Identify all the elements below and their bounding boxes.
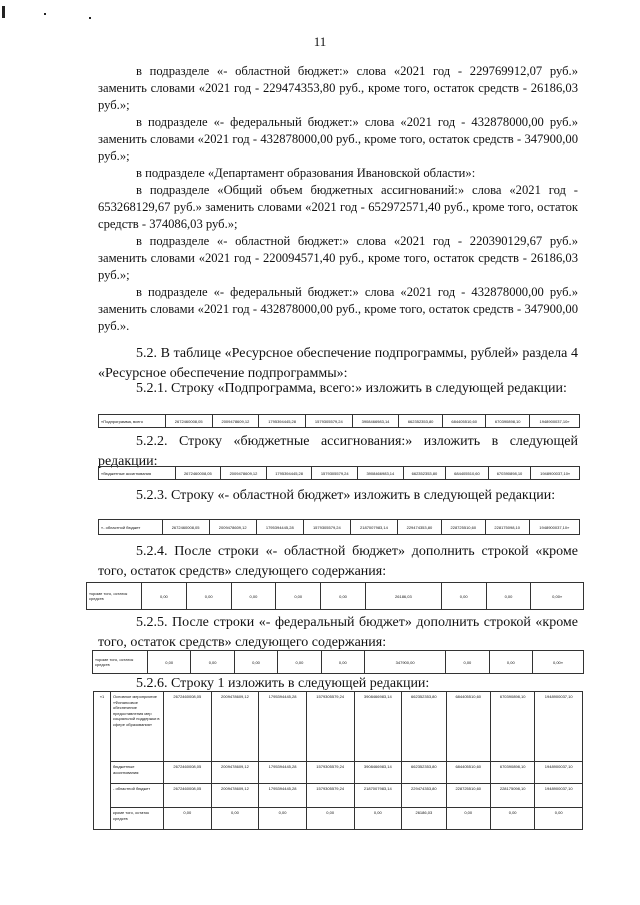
section-text: 5.2.2. Строку «бюджетные ассигнования:» изложить в следующей редакции: [98,434,578,469]
table-row [94,784,583,808]
cell: 0,00 [259,808,307,830]
cell: 0,00 [278,651,321,674]
row-label: «- областной бюджет [99,520,163,535]
section-text: 5.2.6. Строку 1 изложить в следующей редакции: [136,676,430,691]
cell: 670390898,10 [490,692,534,762]
event-name: Основное мероприятие «Финансовое обеспечение предоставления мер социальной поддержки в сфере образования» [111,692,164,762]
cell: 0,00 [276,583,321,610]
cell: 0,00» [533,651,584,674]
cell: 0,00 [234,651,277,674]
cell: 229474353,80 [402,784,446,808]
cell: 0,00 [446,651,489,674]
table-regional-budget [98,519,580,535]
cell: 3908466983,14 [352,415,399,428]
cell: 670390898,10 [486,415,530,428]
row-label: «кроме того, остаток средств [87,583,142,610]
cell: 2672460008,05 [164,692,212,762]
cell: 0,00» [531,583,584,610]
cell: 0,00 [306,808,354,830]
table-main-event [93,691,583,830]
cell: 1948900037,10 [535,762,583,784]
cell: 2009478609,12 [211,762,259,784]
paragraph: в подразделе «- федеральный бюджет:» слова «2021 год - 432878000,00 руб.» заменить словами «2021 год - 432878000,00 руб., кроме того, остаток средств - 347900,00 руб.»; [98,115,578,163]
cell: 0,00 [535,808,583,830]
cell: 684405510,60 [446,467,489,480]
paragraph: в подразделе «Департамент образования Ивановской области»: [136,166,476,180]
cell: 1579305579,24 [306,762,354,784]
cell: 684405510,60 [446,762,490,784]
cell: 2009478609,12 [209,520,256,535]
table-row [87,583,584,610]
row-label: бюджетные ассигнования: [111,762,164,784]
cell: 228725510,60 [446,784,490,808]
cell: 3908466983,14 [354,692,402,762]
table-row [99,415,580,428]
table-budget-allocations [98,466,580,480]
cell: 684405510,60 [442,415,486,428]
cell: 1948900037,10» [531,467,580,480]
cell: 2672460008,05 [164,784,212,808]
cell: 670390898,10 [490,762,534,784]
cell: 0,00 [354,808,402,830]
cell: 1795394445,28 [259,415,306,428]
cell: 2009478609,12 [211,692,259,762]
cell: 1579305579,24 [306,692,354,762]
cell: 1579305579,24 [306,784,354,808]
cell: 26186,03 [402,808,446,830]
cell: 0,00 [191,651,234,674]
section-5-2-5 [98,613,578,653]
table-row [99,467,580,480]
cell: 347900,00 [365,651,446,674]
table-regional-remainder [86,582,584,610]
cell: 0,00 [321,583,366,610]
cell: 1579305579,24 [303,520,350,535]
scan-artifact [44,13,46,15]
cell: 1795394445,28 [259,692,307,762]
cell: 228175098,10 [485,520,529,535]
paragraph: в подразделе «- областной бюджет:» слова «2021 год - 220390129,67 руб.» заменить словами «2021 год - 220094571,40 руб., кроме того, остаток средств - 26186,03 руб.»; [98,234,578,282]
amendment-paragraphs [98,63,578,335]
cell: 684405510,60 [446,692,490,762]
section-text: 5.2.3. Строку «- областной бюджет» изложить в следующей редакции: [136,488,556,503]
table-row [94,808,583,830]
row-label: кроме того, остаток средств [111,808,164,830]
cell: 1579305579,24 [312,467,358,480]
section-text: 5.2. В таблице «Ресурсное обеспечение подпрограммы, рублей» раздела 4 «Ресурсное обеспечение подпрограммы»: [98,346,578,381]
cell: 2009478609,12 [211,784,259,808]
table-federal-remainder [92,650,584,674]
cell: 229474353,80 [397,520,441,535]
cell: 0,00 [231,583,276,610]
cell: 2672460008,05 [164,762,212,784]
cell: 2672460008,05 [165,415,212,428]
cell: 0,00 [441,583,486,610]
section-5-2-4 [98,542,578,582]
cell: 2187007983,14 [354,784,402,808]
table-row [94,762,583,784]
cell: 1795394445,28 [259,784,307,808]
row-label: - областной бюджет [111,784,164,808]
table-row [93,651,584,674]
paragraph: в подразделе «- федеральный бюджет:» слова «2021 год - 432878000,00 руб.» заменить словами «2021 год - 432878000,00 руб., кроме того, остаток средств - 347900,00 руб.». [98,285,578,333]
cell: 1948900037,10» [530,415,580,428]
cell: 0,00 [164,808,212,830]
row-number: «1 [94,692,111,830]
row-label: «кроме того, остаток средств [93,651,148,674]
section-5-2-3 [98,486,578,506]
cell: 3908466983,14 [358,467,404,480]
row-label: «бюджетные ассигнования [99,467,176,480]
cell: 2187007983,14 [350,520,397,535]
cell: 0,00 [142,583,187,610]
cell: 662352353,80 [402,692,446,762]
section-text: 5.2.5. После строки «- федеральный бюджет» дополнить строкой «кроме того, остаток средств» следующего содержания: [98,615,578,650]
cell: 662352353,80 [399,415,443,428]
paragraph: в подразделе «Общий объем бюджетных ассигнований:» слова «2021 год - 653268129,67 руб.» заменить словами «2021 год - 652972571,40 руб., кроме того, остаток средств - 374086,03 руб.»; [98,183,578,231]
cell: 0,00 [490,808,534,830]
row-label: «Подпрограмма, всего [99,415,166,428]
cell: 3908466983,14 [354,762,402,784]
page-number: 11 [313,34,327,49]
cell: 662352353,80 [403,467,446,480]
cell: 1948900037,10» [529,520,579,535]
cell: 228725510,60 [441,520,485,535]
cell: 1795394445,28 [259,762,307,784]
cell: 0,00 [489,651,532,674]
cell: 2009478609,12 [221,467,267,480]
cell: 2672460008,05 [175,467,221,480]
scan-artifact [2,6,5,18]
cell: 1579305579,24 [305,415,352,428]
cell: 228175098,10 [490,784,534,808]
cell: 0,00 [446,808,490,830]
section-5-2 [98,344,578,384]
cell: 1795394445,28 [256,520,303,535]
cell: 2009478609,12 [212,415,259,428]
cell: 0,00 [148,651,191,674]
cell: 0,00 [321,651,364,674]
cell: 0,00 [486,583,531,610]
cell: 1795394445,28 [266,467,312,480]
cell: 1948900037,10 [535,692,583,762]
cell: 0,00 [186,583,231,610]
cell: 0,00 [211,808,259,830]
section-text: 5.2.1. Строку «Подпрограмма, всего:» изложить в следующей редакции: [136,381,567,396]
cell: 670390898,10 [488,467,531,480]
cell: 1948900037,10 [535,784,583,808]
section-text: 5.2.4. После строки «- областной бюджет» дополнить строкой «кроме того, остаток средств» следующего содержания: [98,544,578,579]
table-row [94,692,583,762]
section-5-2-1 [98,379,578,399]
paragraph: в подразделе «- областной бюджет:» слова «2021 год - 229769912,07 руб.» заменить словами «2021 год - 229474353,80 руб., кроме того, остаток средств - 26186,03 руб.»; [98,64,578,112]
cell: 2672460008,05 [162,520,209,535]
cell: 662352353,80 [402,762,446,784]
cell: 26186,03 [365,583,441,610]
table-subprogram-total [98,414,580,428]
scan-artifact [89,17,91,19]
table-row [99,520,580,535]
